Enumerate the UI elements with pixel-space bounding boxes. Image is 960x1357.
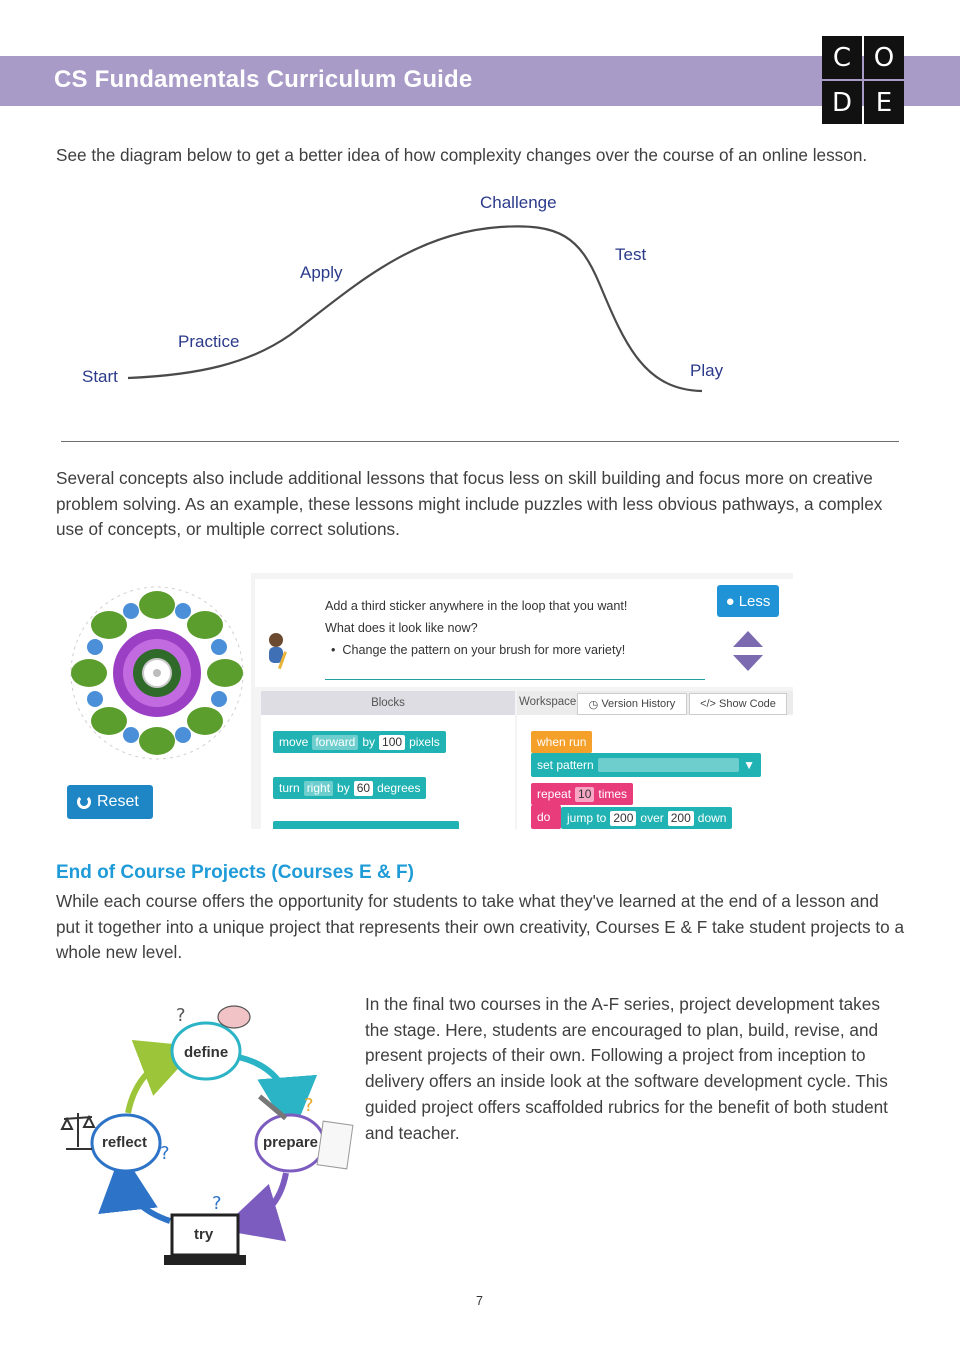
arrow-prepare-to-try: [243, 1173, 286, 1223]
cycle-label-reflect: reflect: [102, 1134, 148, 1151]
repeat-unit: times: [598, 787, 628, 801]
angle-input[interactable]: 60: [354, 781, 373, 796]
character-avatar-icon: [263, 631, 289, 671]
reset-button[interactable]: [67, 785, 153, 819]
cycle-label-try: try: [194, 1226, 214, 1243]
question-mark-icon: ?: [176, 1005, 186, 1026]
label-test: Test: [615, 245, 647, 264]
label-practice: Practice: [178, 332, 240, 351]
direction-dropdown[interactable]: forward: [312, 735, 358, 750]
page-header-title: CS Fundamentals Curriculum Guide: [54, 66, 473, 93]
instructions-panel: [255, 579, 793, 687]
dropdown-arrow-icon: ▼: [743, 758, 755, 772]
drawing-canvas: [59, 573, 251, 829]
question-mark-icon: ?: [160, 1143, 170, 1164]
label-apply: Apply: [300, 263, 343, 282]
block-by: by: [362, 735, 376, 749]
scroll-down-arrow-icon[interactable]: [733, 655, 763, 671]
question-mark-icon: ?: [212, 1193, 222, 1214]
cycle-label-prepare: prepare: [263, 1134, 319, 1151]
jump-over-label: over: [640, 811, 664, 825]
jump-x-input[interactable]: 200: [610, 811, 636, 826]
concepts-paragraph: Several concepts also include additional lessons that focus less on skill building and focus more on creative problem solving. As an example, these lessons might include puzzles with less obvious pathways, a complex use of concepts, or multiple correct solutions.: [56, 468, 883, 540]
instruction-line-2: What does it look like now?: [325, 621, 478, 635]
repeat-block[interactable]: [531, 783, 633, 805]
arrow-reflect-to-define: [128, 1055, 176, 1113]
workspace-area: [517, 715, 793, 829]
block-verb: move: [279, 735, 309, 749]
repeat-count-input[interactable]: 10: [575, 787, 594, 802]
jump-to-block[interactable]: [561, 807, 732, 829]
collapse-icon: ●: [725, 592, 735, 610]
final-courses-paragraph: In the final two courses in the A-F series, project development takes the stage. Here, students are encouraged to plan, build, revise, and present projects of their own. Following a project from inception to delivery offers an inside look at the software development cycle. This guided project offers scaffolded rubrics for the benefit of both student and teacher.: [365, 994, 888, 1143]
jump-direction: down: [697, 811, 727, 825]
instruction-bullet: • Change the pattern on your brush for more variety!: [331, 643, 626, 657]
version-history-label: Version History: [601, 698, 676, 710]
workspace-header: [517, 691, 793, 715]
arrow-try-to-reflect: [124, 1175, 170, 1221]
pattern-dropdown[interactable]: [598, 758, 739, 772]
blocks-header: Blocks: [261, 691, 515, 715]
blocks-toolbox: [261, 715, 515, 829]
eoc-paragraph: While each course offers the opportunity for students to take what they've learned at the end of a lesson and put it together into a unique project that represents their own creativity, Courses E & F take student projects to a whole new level.: [56, 891, 905, 963]
question-mark-icon: ?: [304, 1095, 314, 1116]
reset-label: Reset: [97, 793, 139, 810]
brain-icon: [218, 1006, 250, 1028]
cycle-label-define: define: [184, 1044, 229, 1061]
scale-icon: [62, 1113, 94, 1149]
scroll-up-arrow-icon[interactable]: [733, 631, 763, 647]
instruction-bullet-text: Change the pattern on your brush for more variety!: [342, 643, 626, 657]
block-by: by: [337, 781, 350, 795]
logo-letter: O: [864, 36, 904, 79]
partial-block[interactable]: [273, 821, 459, 829]
workspace-label: Workspace: [519, 696, 577, 708]
section-divider: [61, 441, 899, 442]
label-challenge: Challenge: [480, 193, 557, 212]
logo-letter: C: [822, 36, 862, 79]
less-button[interactable]: [717, 585, 779, 617]
block-unit: degrees: [377, 781, 421, 795]
jump-label: jump to: [567, 811, 607, 825]
logo-letter: E: [864, 81, 904, 124]
when-run-block[interactable]: when run: [531, 731, 592, 753]
repeat-label: repeat: [537, 787, 572, 801]
project-cycle-diagram: [58, 995, 358, 1275]
label-play: Play: [690, 361, 724, 380]
turn-right-block[interactable]: [273, 777, 426, 799]
clock-icon: ◷: [588, 698, 602, 711]
intro-paragraph: See the diagram below to get a better idea of how complexity changes over the course of an online lesson.: [56, 145, 868, 165]
artist-puzzle-screenshot: [59, 573, 793, 829]
code-icon: </>: [700, 698, 720, 710]
set-pattern-block[interactable]: [531, 753, 761, 777]
complexity-curve-diagram: [60, 185, 740, 405]
less-label: Less: [738, 592, 771, 610]
arrow-define-to-prepare: [238, 1057, 290, 1113]
instruction-line-1: Add a third sticker anywhere in the loop that you want!: [325, 599, 628, 613]
section-heading: End of Course Projects (Courses E & F): [56, 862, 414, 883]
label-start: Start: [82, 367, 118, 386]
show-code-label: Show Code: [719, 698, 776, 710]
laptop-base: [164, 1255, 246, 1265]
do-label-block: do: [531, 805, 561, 829]
page-number: 7: [476, 1294, 483, 1308]
move-forward-block[interactable]: [273, 731, 446, 753]
show-code-button[interactable]: [689, 693, 787, 715]
jump-y-input[interactable]: 200: [668, 811, 694, 826]
set-pattern-label: set pattern: [537, 758, 594, 772]
distance-input[interactable]: 100: [379, 735, 405, 750]
pencil-icon: [258, 1095, 287, 1121]
direction-dropdown[interactable]: right: [304, 781, 333, 796]
block-verb: turn: [279, 781, 300, 795]
reset-icon: [77, 795, 91, 809]
instruction-text-box: [325, 595, 705, 680]
logo-letter: D: [822, 81, 862, 124]
paper-icon: [317, 1121, 353, 1169]
block-unit: pixels: [409, 735, 440, 749]
version-history-button[interactable]: [577, 693, 687, 715]
code-org-logo: [822, 36, 904, 125]
kaleidoscope-drawing: [59, 573, 251, 773]
